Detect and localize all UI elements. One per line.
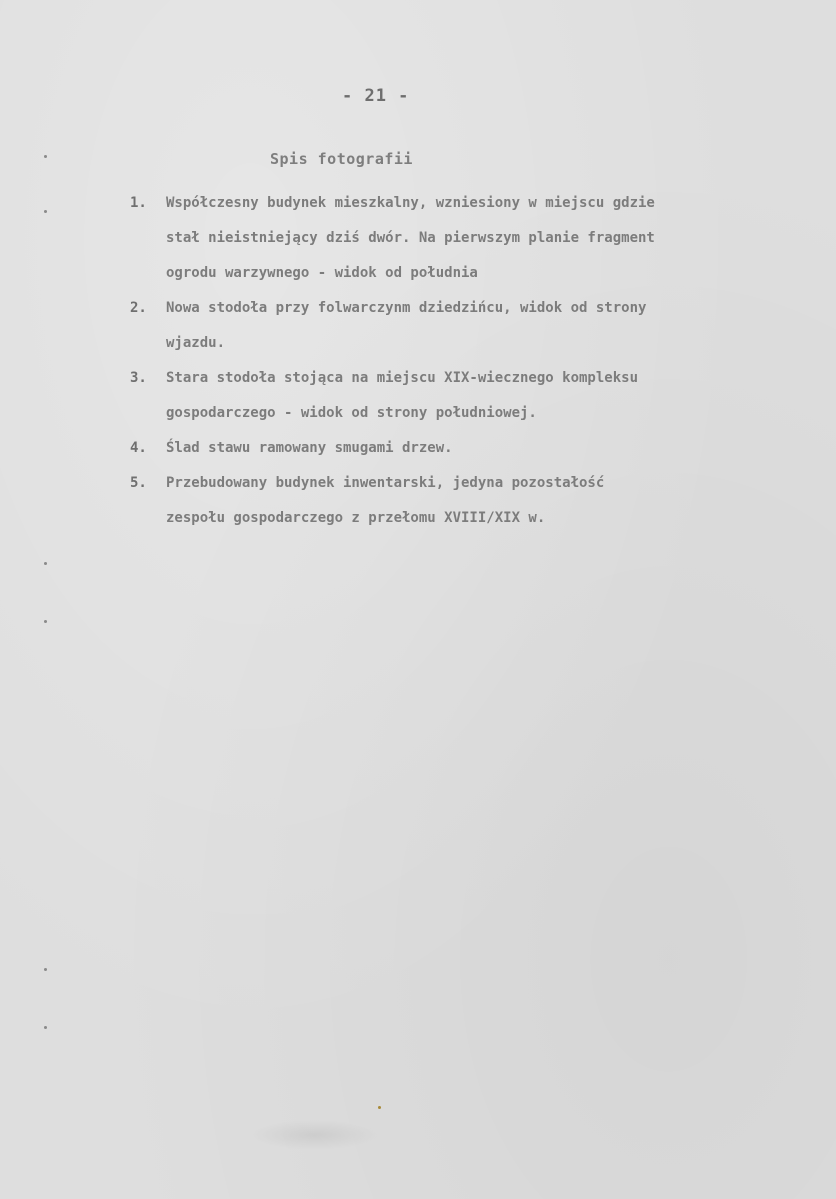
item-line: Stara stodoła stojąca na miejscu XIX-wiecznego kompleksu bbox=[166, 370, 639, 386]
item-line: Nowa stodoła przy folwarczynm dziedzińcu, widok od strony bbox=[166, 300, 647, 316]
item-line: Przebudowany budynek inwentarski, jedyna pozostałość bbox=[166, 475, 605, 491]
list-item-5 bbox=[130, 466, 790, 536]
scan-speck bbox=[378, 1106, 381, 1109]
item-line: ogrodu warzywnego - widok od południa bbox=[166, 265, 478, 281]
scan-speck bbox=[44, 210, 47, 213]
item-line: Ślad stawu ramowany smugami drzew. bbox=[166, 440, 453, 456]
list-item-4 bbox=[130, 431, 790, 466]
item-line: gospodarczego - widok od strony południowej. bbox=[166, 405, 537, 421]
item-number: 1. bbox=[130, 195, 147, 211]
item-number: 2. bbox=[130, 300, 147, 316]
scan-speck bbox=[44, 155, 47, 158]
item-line: zespołu gospodarczego z przełomu XVIII/XIX w. bbox=[166, 510, 546, 526]
list-item-1 bbox=[130, 186, 790, 291]
scan-speck bbox=[44, 1026, 47, 1029]
item-line: wjazdu. bbox=[166, 335, 226, 351]
scan-speck bbox=[44, 562, 47, 565]
list-item-3 bbox=[130, 361, 790, 431]
scan-stain bbox=[250, 1120, 380, 1150]
item-line: stał nieistniejący dziś dwór. Na pierwszym planie fragment bbox=[166, 230, 655, 246]
scan-speck bbox=[44, 968, 47, 971]
list-title: Spis fotografii bbox=[270, 150, 413, 168]
page-number: - 21 - bbox=[342, 86, 410, 106]
item-line: Współczesny budynek mieszkalny, wzniesiony w miejscu gdzie bbox=[166, 195, 655, 211]
photo-list bbox=[130, 186, 790, 536]
scan-speck bbox=[44, 620, 47, 623]
item-number: 3. bbox=[130, 370, 147, 386]
item-number: 4. bbox=[130, 440, 147, 456]
list-item-2 bbox=[130, 291, 790, 361]
item-number: 5. bbox=[130, 475, 147, 491]
